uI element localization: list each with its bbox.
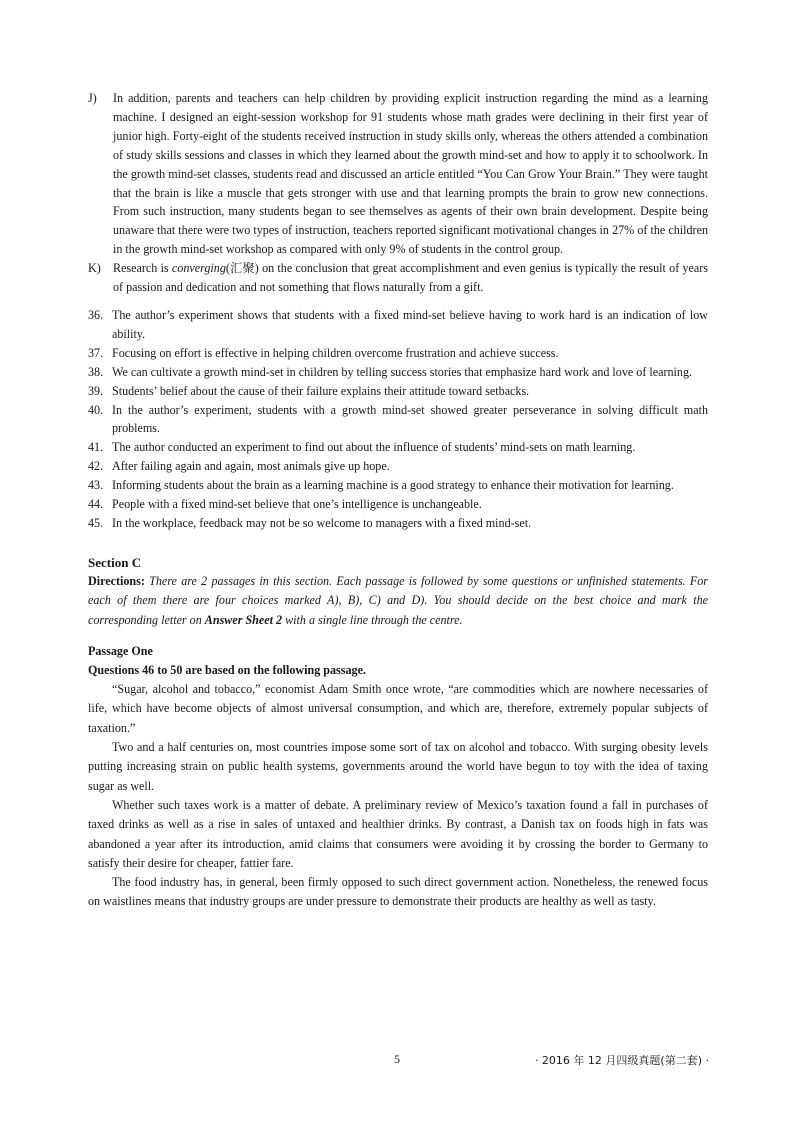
- directions-text-end: with a single line through the centre.: [282, 612, 463, 627]
- paragraph-j-text: In addition, parents and teachers can help children by providing explicit instruction regarding the mind as a learning machine. I designed an eight-session workshop for 91 students whose math grades were declining in their first year of junior high. Forty-eight of the students received instruction in study skills only, whereas the others attended a combination of study skills sessions and classes in which they learned about the growth mind-set and how to apply it to schoolwork. In the growth mind-set classes, students read and discussed an article entitled “You Can Grow Your Brain.” They were taught that the brain is like a muscle that gets stronger with use and that learning prompts the brain to grow new connections. From such instruction, many students began to see themselves as agents of their own brain development. Despite being unaware that there were two types of instruction, teachers reported significant motivational changes in 27% of the children in the growth mind-set workshop as compared with only 9% of students in the control group.: [113, 91, 708, 257]
- section-c-directions: [88, 572, 708, 631]
- passage-paragraph: “Sugar, alcohol and tobacco,” economist Adam Smith once wrote, “are commodities which are nowhere necessaries of life, which have become objects of almost universal consumption, and which are, therefore, extremely popular subjects of taxation.”: [88, 682, 708, 735]
- statement-item: [88, 344, 708, 363]
- paragraph-k-label: K): [88, 261, 101, 276]
- statement-item: [88, 457, 708, 476]
- statement-item: [88, 382, 708, 401]
- statement-item: [88, 306, 708, 344]
- statement-text: Informing students about the brain as a learning machine is a good strategy to enhance their motivation for learning.: [112, 478, 674, 493]
- statement-text: Students’ belief about the cause of their failure explains their attitude toward setbacks.: [112, 383, 530, 398]
- passage-paragraph: The food industry has, in general, been firmly opposed to such direct government action. Nonetheless, the renewed focus on waistlines means that industry groups are under pressure to demonstrate their products are healthy as well as tasty.: [88, 875, 708, 909]
- statement-number: 44.: [88, 497, 104, 512]
- paragraph-k: [88, 259, 708, 297]
- paragraph-k-text-before: Research is: [113, 261, 172, 276]
- exam-source-footer: · 2016 年 12 月四级真题(第二套) ·: [534, 1054, 709, 1067]
- paragraph-k-gloss: (汇聚): [225, 261, 259, 276]
- statement-item: [88, 363, 708, 382]
- paragraph-k-italic-term: converging: [171, 261, 226, 276]
- statement-number: 38.: [88, 364, 104, 379]
- paragraph-j: [88, 89, 708, 259]
- questions-header: Questions 46 to 50 are based on the following passage.: [88, 663, 366, 678]
- statement-text: The author’s experiment shows that students with a fixed mind-set believe having to work hard is an indication of low ability.: [112, 307, 708, 341]
- statement-item: [88, 495, 708, 514]
- page-number: 5: [394, 1052, 400, 1066]
- statement-item: [88, 401, 708, 439]
- directions-label: Directions:: [88, 573, 145, 588]
- passage-paragraph: Whether such taxes work is a matter of debate. A preliminary review of Mexico’s taxation found a fall in purchases of taxed drinks as well as a rise in sales of untaxed and healthier drinks. By contrast, a Danish tax on foods high in fats was abandoned a year after its introduction, amid claims that consumers were avoiding it by crossing the border to Germany to satisfy their desire for cheaper, fattier fare.: [88, 797, 708, 870]
- statement-number: 43.: [88, 478, 104, 493]
- statement-text: In the workplace, feedback may not be so welcome to managers with a fixed mind-set.: [112, 515, 532, 530]
- statement-text: People with a fixed mind-set believe that one’s intelligence is unchangeable.: [112, 497, 482, 512]
- statement-text: Focusing on effort is effective in helping children overcome frustration and achieve success.: [112, 345, 559, 360]
- directions-text: There are 2 passages in this section. Each passage is followed by some questions or unfinished statements. For each of them there are four choices marked A), B), C) and D). You should decide on the best choice and mark the corresponding letter on: [88, 573, 708, 627]
- passage-title: Passage One: [88, 644, 153, 659]
- statement-item: [88, 476, 708, 495]
- statement-number: 36.: [88, 307, 104, 322]
- statement-number: 37.: [88, 345, 104, 360]
- paragraph-k-text-after: on the conclusion that great accomplishment and even genius is typically the result of years of passion and dedication and not something that flows naturally from a gift.: [113, 261, 708, 295]
- section-c-title: Section C: [88, 554, 142, 570]
- statement-text: We can cultivate a growth mind-set in children by telling success stories that emphasize hard work and love of learning.: [112, 364, 693, 379]
- statement-item: [88, 438, 708, 457]
- statement-number: 40.: [88, 402, 104, 417]
- passage-paragraph: Two and a half centuries on, most countries impose some sort of tax on alcohol and tobacco. With surging obesity levels putting increasing strain on public health systems, governments around the world have begun to toy with the idea of taxing sugar as well.: [88, 740, 708, 793]
- paragraph-j-label: J): [88, 91, 97, 105]
- statement-text: After failing again and again, most animals give up hope.: [112, 459, 390, 474]
- statement-number: 41.: [88, 440, 104, 455]
- page-content: [88, 89, 708, 912]
- statement-number: 39.: [88, 383, 104, 398]
- statement-list: [88, 306, 708, 533]
- statement-text: The author conducted an experiment to find out about the influence of students’ mind-sets on math learning.: [112, 440, 636, 455]
- statement-text: In the author’s experiment, students with a growth mind-set showed greater perseverance in solving difficult math problems.: [112, 402, 708, 436]
- statement-number: 45.: [88, 515, 104, 530]
- statement-number: 42.: [88, 459, 104, 474]
- statement-item: [88, 514, 708, 533]
- answer-sheet-ref: Answer Sheet 2: [204, 612, 283, 627]
